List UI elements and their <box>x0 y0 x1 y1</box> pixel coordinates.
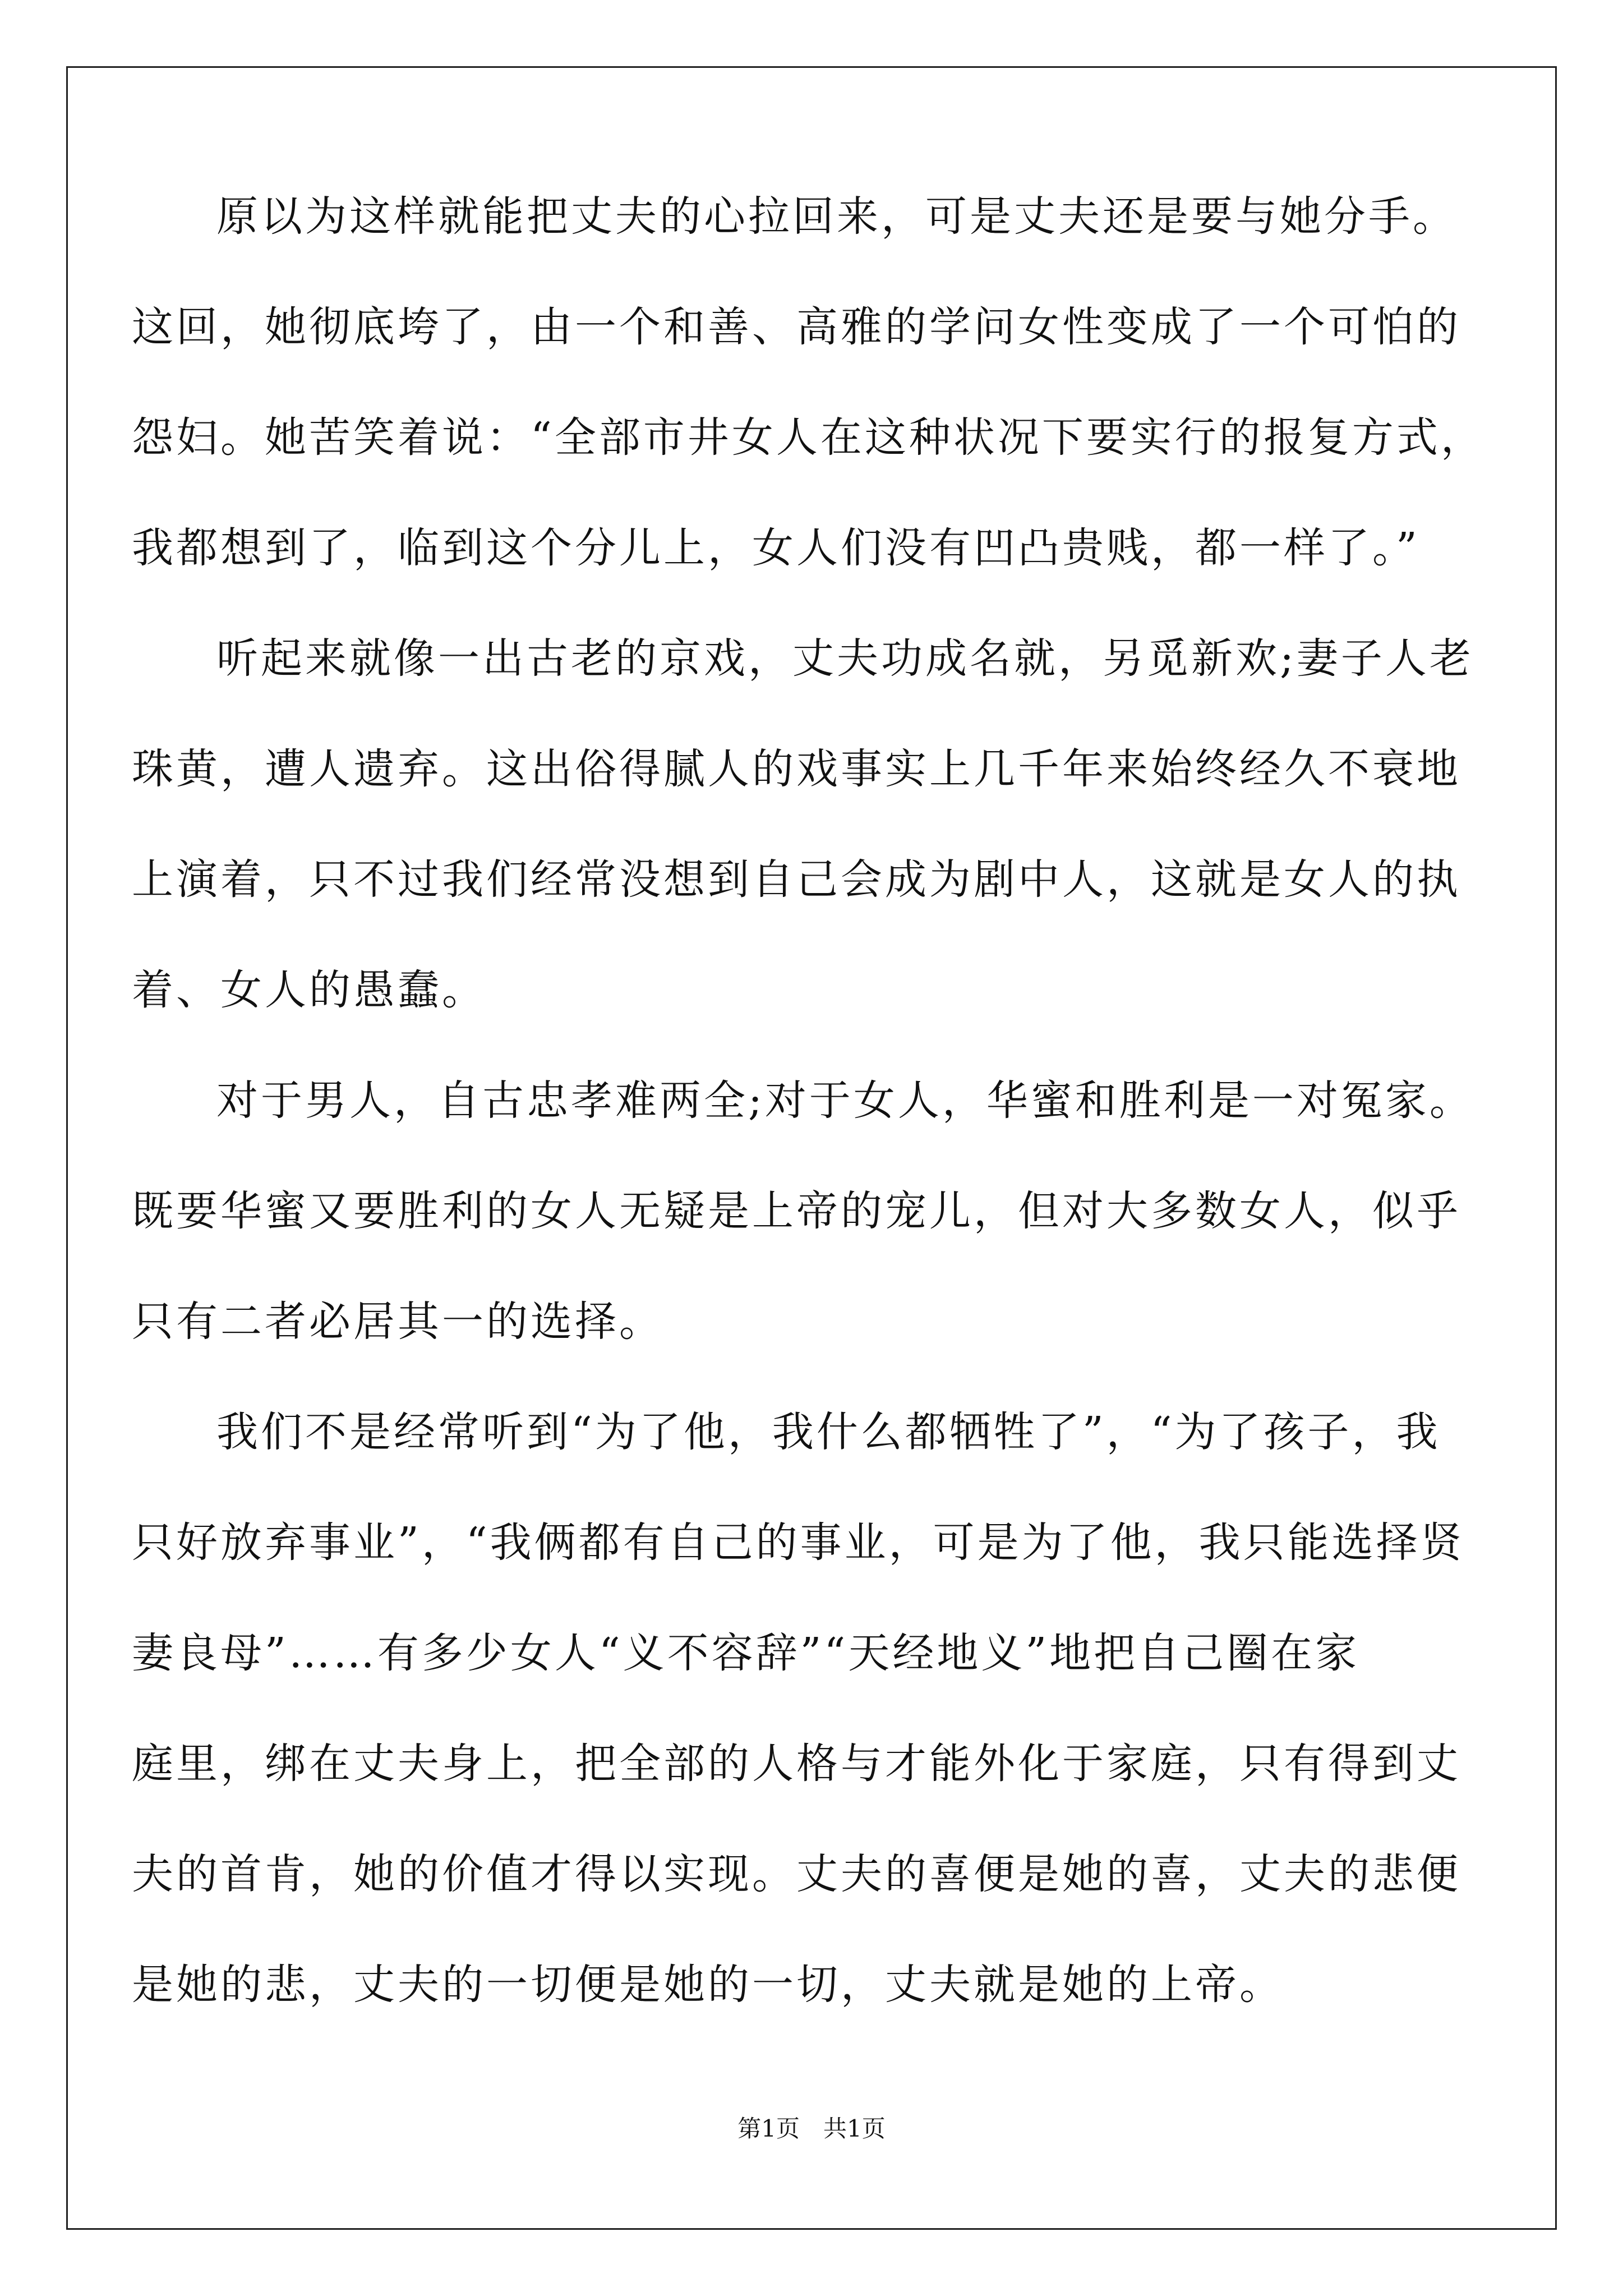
paragraph-3-line-3: 只有二者必居其一的选择。 <box>132 1297 663 1346</box>
paragraph-1-line-2: 这回，她彻底垮了，由一个和善、高雅的学问女性变成了一个可怕的 <box>132 303 1461 351</box>
paragraph-4-line-3: 妻良母”……有多少女人“义不容辞”“天经地义”地把自己圈在家 <box>132 1629 1360 1677</box>
page-footer <box>0 2110 1623 2144</box>
page-number: 第1页 <box>737 2115 800 2142</box>
paragraph-3-line-2: 既要华蜜又要胜利的女人无疑是上帝的宠儿，但对大多数女人，似乎 <box>132 1187 1461 1235</box>
paragraph-4-line-2: 只好放弃事业”，“我俩都有自己的事业，可是为了他，我只能选择贤 <box>132 1519 1465 1567</box>
paragraph-2-line-3: 上演着，只不过我们经常没想到自己会成为剧中人，这就是女人的执 <box>132 855 1461 904</box>
paragraph-2-line-1: 听起来就像一出古老的京戏，丈夫功成名就，另觅新欢;妻子人老 <box>216 634 1474 683</box>
paragraph-1-line-4: 我都想到了，临到这个分儿上，女人们没有凹凸贵贱，都一样了。” <box>132 524 1420 572</box>
paragraph-1-line-3: 怨妇。她苦笑着说：“全部市井女人在这种状况下要实行的报复方式， <box>132 413 1485 462</box>
paragraph-2-line-2: 珠黄，遭人遗弃。这出俗得腻人的戏事实上几千年来始终经久不衰地 <box>132 745 1461 793</box>
document-body <box>132 185 1485 2064</box>
paragraph-1-line-1: 原以为这样就能把丈夫的心拉回来，可是丈夫还是要与她分手。 <box>216 192 1457 241</box>
paragraph-2-line-4: 着、女人的愚蠢。 <box>132 966 486 1014</box>
paragraph-3-line-1: 对于男人，自古忠孝难两全;对于女人，华蜜和胜利是一对冤家。 <box>216 1076 1474 1125</box>
page-total: 共1页 <box>823 2115 886 2142</box>
paragraph-4-line-4: 庭里，绑在丈夫身上，把全部的人格与才能外化于家庭，只有得到丈 <box>132 1740 1461 1788</box>
paragraph-4-line-1: 我们不是经常听到“为了他，我什么都牺牲了”，“为了孩子，我 <box>216 1408 1441 1456</box>
paragraph-4-line-6: 是她的悲，丈夫的一切便是她的一切，丈夫就是她的上帝。 <box>132 1961 1284 2009</box>
paragraph-4-line-5: 夫的首肯，她的价值才得以实现。丈夫的喜便是她的喜，丈夫的悲便 <box>132 1850 1461 1898</box>
